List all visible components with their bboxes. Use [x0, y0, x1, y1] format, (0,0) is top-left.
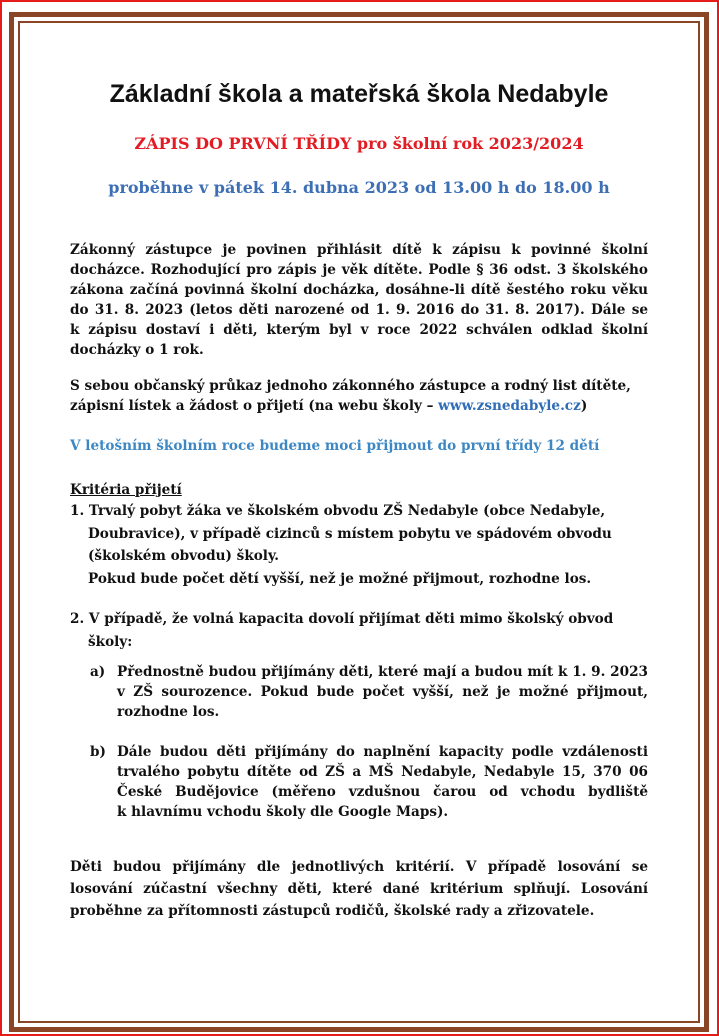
- list-marker: b): [90, 744, 106, 760]
- school-title: Základní škola a mateřská škola Nedabyle: [109, 80, 609, 108]
- criterion-1-line: Doubravice), v případě cizinců s místem pobytu ve spádovém obvodu: [88, 525, 612, 542]
- criterion-1-line: 1. Trvalý pobyt žáka ve školském obvodu ZŠ Nedabyle (obce Nedabyle,: [70, 503, 606, 519]
- intro-line: Zákonný zástupce je povinen přihlásit dítě k zápisu k povinné školní: [70, 242, 648, 258]
- criterion-2b-line: k hlavnímu vchodu školy dle Google Maps).: [117, 804, 449, 820]
- closing-paragraph: [70, 856, 648, 922]
- documents-text-end: ): [580, 398, 588, 414]
- intro-line: docházky o 1 rok.: [70, 342, 204, 358]
- intro-line: k zápisu dostaví i děti, kterým byl v roce 2022 schválen odklad školní: [70, 322, 648, 338]
- criterion-2a-line: Přednostně budou přijímány děti, které mají a budou mít k 1. 9. 2023: [117, 664, 648, 680]
- enrollment-date: proběhne v pátek 14. dubna 2023 od 13.00 h do 18.00 h: [108, 178, 610, 197]
- intro-line: zákona začíná povinná školní docházka, dosáhne-li dítě šestého roku věku: [70, 282, 648, 298]
- school-website-link[interactable]: www.zsnedabyle.cz: [438, 398, 581, 414]
- criterion-2a-body: [117, 662, 648, 722]
- documents-paragraph: [70, 376, 648, 416]
- criteria-heading: Kritéria přijetí: [70, 482, 182, 498]
- capacity-notice: V letošním školním roce budeme moci přijmout do první třídy 12 dětí: [70, 438, 600, 454]
- criterion-2a-line: rozhodne los.: [117, 704, 220, 720]
- criterion-2: [70, 608, 648, 653]
- documents-line: S sebou občanský průkaz jednoho zákonného zástupce a rodný list dítěte,: [70, 378, 631, 394]
- criterion-1: [70, 500, 648, 590]
- closing-line: Děti budou přijímány dle jednotlivých kritérií. V případě losování se: [70, 859, 648, 875]
- intro-line: docházce. Rozhodující pro zápis je věk dítěte. Podle § 36 odst. 3 školského: [70, 262, 648, 278]
- criterion-2-line: školy:: [88, 633, 133, 650]
- intro-line: do 31. 8. 2023 (letos děti narozené od 1. 9. 2016 do 31. 8. 2017). Dále se: [70, 302, 648, 318]
- documents-line: [70, 396, 648, 416]
- criterion-2b-body: [117, 742, 648, 822]
- list-marker: a): [90, 664, 106, 680]
- criterion-2b-line: České Budějovice (měřeno vzdušnou čarou od vchodu bydliště: [117, 784, 648, 800]
- closing-line: proběhne za přítomnosti zástupců rodičů, školské rady a zřizovatele.: [70, 903, 595, 919]
- criterion-1-line: Pokud bude počet dětí vyšší, než je možné přijmout, rozhodne los.: [88, 570, 592, 587]
- intro-paragraph: [70, 240, 648, 360]
- criterion-2a-line: v ZŠ sourozence. Pokud bude počet vyšší, než je možné přijmout,: [117, 684, 648, 700]
- criterion-2b-line: Dále budou děti přijímány do naplnění kapacity podle vzdálenosti: [117, 744, 648, 760]
- closing-line: losování zúčastní všechny děti, které dané kritérium splňují. Losování: [70, 881, 648, 897]
- documents-text: zápisní lístek a žádost o přijetí (na webu školy –: [70, 398, 439, 414]
- criterion-2-line: 2. V případě, že volná kapacita dovolí přijímat děti mimo školský obvod: [70, 611, 614, 627]
- criterion-1-line: (školském obvodu) školy.: [88, 548, 280, 564]
- criterion-2b-line: trvalého pobytu dítěte od ZŠ a MŠ Nedabyle, Nedabyle 15, 370 06: [117, 764, 648, 780]
- enrollment-subtitle: ZÁPIS DO PRVNÍ TŘÍDY pro školní rok 2023/2024: [134, 134, 584, 153]
